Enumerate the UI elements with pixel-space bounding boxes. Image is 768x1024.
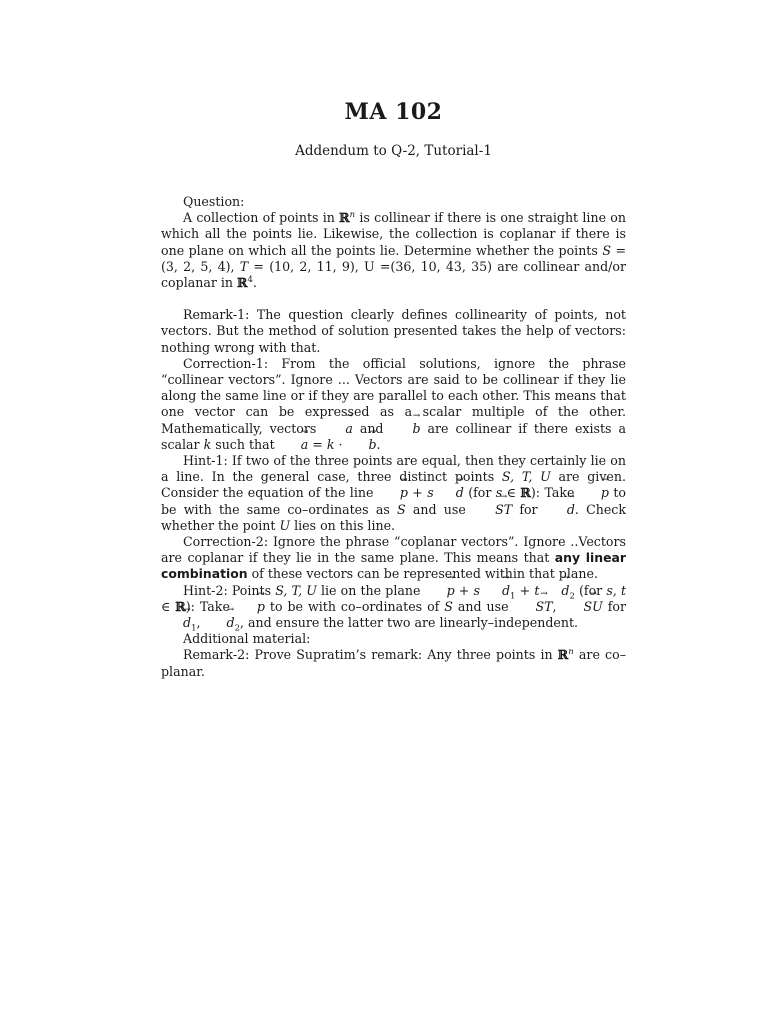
correction-1: Correction-1: From the official solutions, ignore the phrase “collinear vectors”. Ignore ... Vectors are said to be collinear if they lie along the same line or if they are parallel to each other. This means that one vector can be expressed as a scalar multiple of the other. Mathematically, vectors → a and → b are collinear if there exists a scalar k such that → a = k · → b. bbox=[161, 356, 626, 453]
document-body bbox=[161, 194, 626, 680]
additional-material: Additional material: bbox=[183, 631, 311, 647]
page-subtitle: Addendum to Q-2, Tutorial-1 bbox=[295, 143, 492, 159]
emphasis-text: any linear combination bbox=[161, 550, 626, 582]
remark-2: Remark-2: Prove Supratim’s remark: Any three points in ℝ$^n$ are co–planar. bbox=[161, 647, 626, 679]
remark-1: Remark-1: The question clearly defines collinearity of points, not vectors. But the method of solution presented takes the help of vectors: nothing wrong with that. bbox=[161, 307, 626, 355]
page-title: MA 102 bbox=[344, 99, 443, 125]
hint-1: Hint-1: If two of the three points are equal, then they certainly lie on a line. In the general case, three distinct points S, T, U are given. Consider the equation of the line → p + s→ d (for s ∈ ℝ): Take → p to be with the same co–ordinates as S and use → ST for → d. Check whether the point U lies on this line. bbox=[161, 453, 626, 534]
paragraph-gap bbox=[161, 291, 626, 307]
question-text: A collection of points in ℝ$^n$ is collinear if there is one straight line on which all the points lie. Likewise, the collection is coplanar if there is one plane on which all the points lie. Determine whether the points S = (3, 2, 5, 4), T = (10, 2, 11, 9), U =(36, 10, 43, 35) are collinear and/or coplanar in ℝ$^4$. bbox=[161, 210, 626, 291]
question-heading: Question: bbox=[183, 194, 245, 209]
correction-2: Correction-2: Ignore the phrase “coplanar vectors”. Ignore ..Vectors are coplanar if they lie in the same plane. This means that any linear combination of these vectors can be represented within that plane. bbox=[161, 534, 626, 582]
hint-2: Hint-2: Points S, T, U lie on the plane → $p + s\to d_1 + t\to d_2$ (for s, t ∈ ℝ): Take → p to be with co–ordinates of S and use → ST, → SU for → $d_1$, → $d_2$, and ensure the latter two are linearly–independent. bbox=[161, 583, 626, 632]
